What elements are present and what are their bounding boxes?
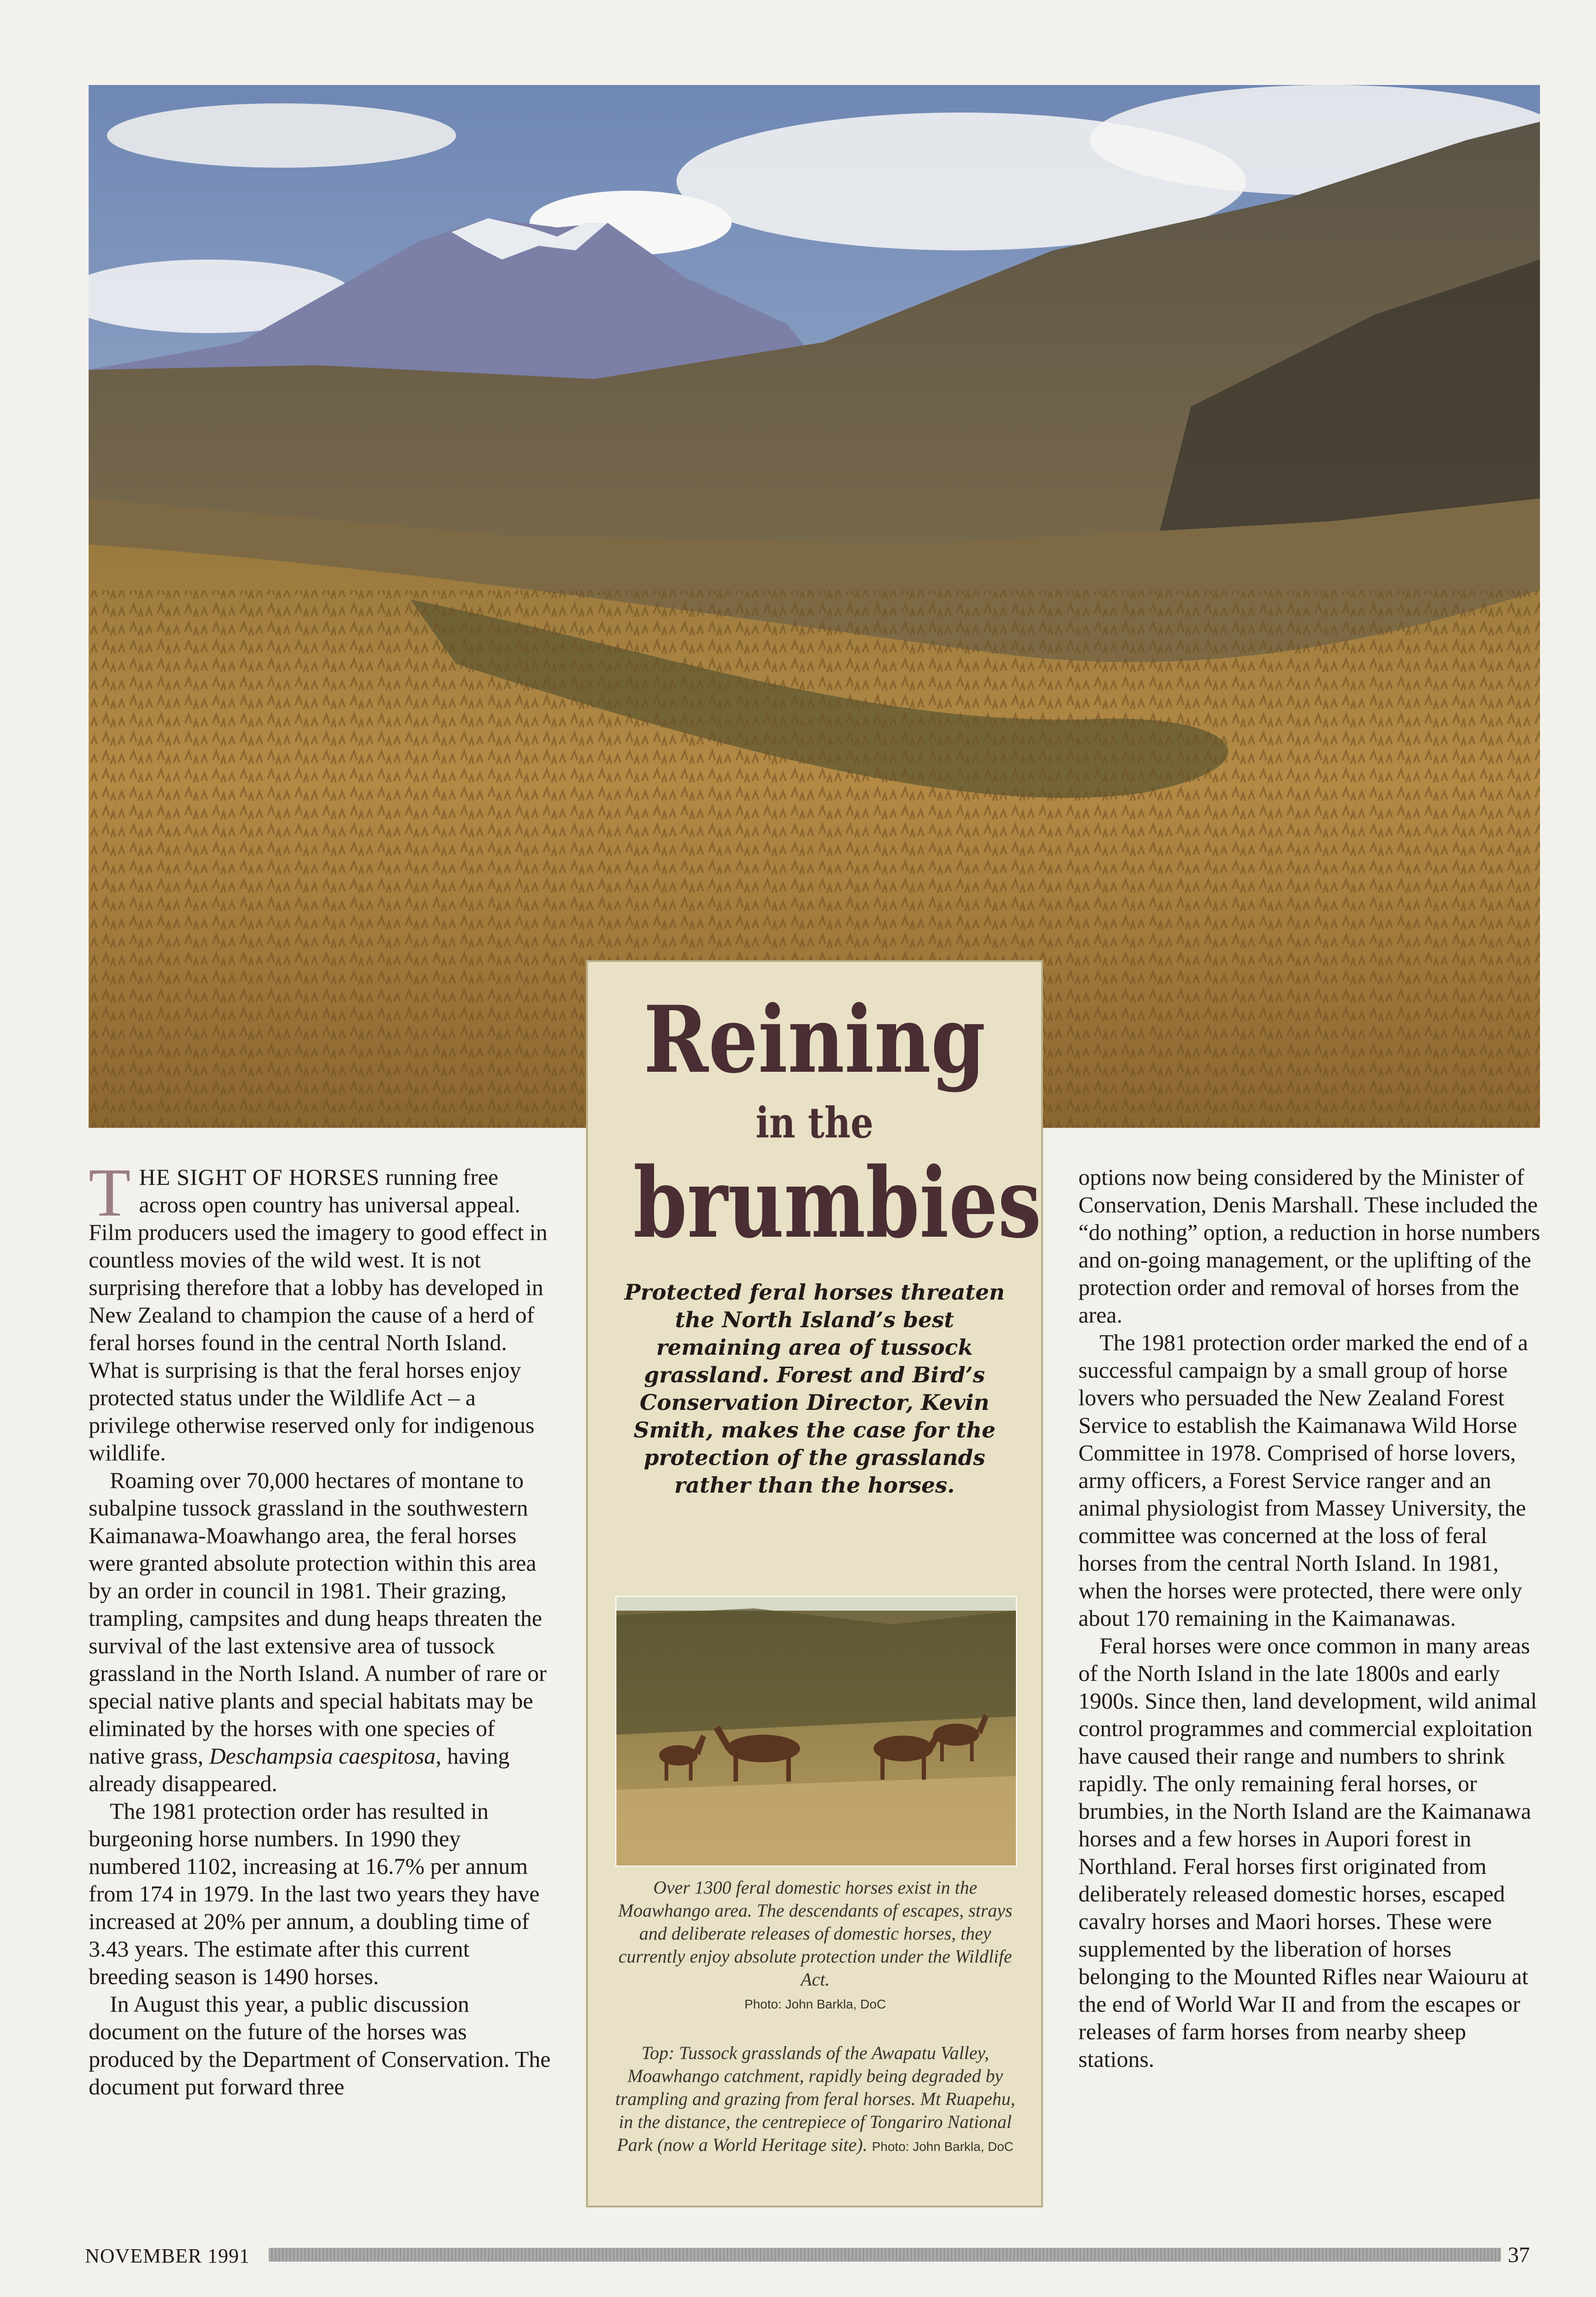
standfirst: Protected feral horses threaten the North Island’s best remaining area of tussock grassland. Forest and Bird’s Conservation Director, Kevin Smith, makes the case for the protection of the grasslands rather than the horses.	[624, 1280, 1005, 1498]
paragraph	[89, 1466, 553, 1797]
paragraph: Feral horses were once common in many areas of the North Island in the late 1800s and early 1900s. Since then, land development, wild animal control programmes and commercial exploitation have caused their range and numbers to shrink rapidly. The only remaining feral horses, or brumbies, in the North Island are the Kaimanawa horses and a few horses in Aupori forest in Northland. Feral horses first originated from deliberately released domestic horses, escaped cavalry horses and Maori horses. These were supplemented by the liberation of horses belonging to the Mounted Rifles near Waiouru at the end of World War II and from the escapes or releases of farm horses from nearby sheep stations.	[1078, 1633, 1537, 2072]
photo-credit: Photo: John Barkla, DoC	[872, 2139, 1014, 2154]
inset-photo-caption	[609, 1876, 1022, 2016]
paragraph-text: running free across open country has universal appeal. Film producers used the imagery to good effect in countless movies of the wild west. It is not surprising therefore that a lobby has developed in New Zealand to champion the cause of a herd of feral horses found in the central North Island. What is surprising is that the feral horses enjoy protected status under the Wildlife Act – a privilege otherwise reserved only for indigenous wildlife.	[89, 1164, 547, 1465]
article-title: Reining	[643, 986, 986, 1094]
article-title: brumbies	[633, 1146, 1042, 1260]
page-number: 37	[1508, 2243, 1530, 2267]
paragraph: The 1981 protection order has resulted in burgeoning horse numbers. In 1990 they numbered 1102, increasing at 16.7% per annum from 174 in 1979. In the last two years they have increased at 20% per annum, a doubling time of 3.43 years. The estimate after this current breeding season is 1490 horses.	[89, 1798, 540, 1989]
lead-in: HE SIGHT OF HORSES	[139, 1164, 380, 1190]
horses-inset-photo	[615, 1596, 1017, 1867]
title-panel	[586, 960, 1043, 2207]
paragraph-text: Roaming over 70,000 hectares of montane to subalpine tussock grassland in the southwestern Kaimanawa-Moawhango area, the feral horses were granted absolute protection within this area by an order in council in 1981. Their grazing, trampling, campsites and dung heaps threaten the survival of the last extensive area of tussock grassland in the North Island. A number of rare or special native plants and special habitats may be eliminated by the horses with one species of native grass,	[89, 1467, 547, 1769]
paragraph	[89, 1154, 553, 1466]
issue-date: NOVEMBER 1991	[85, 2245, 250, 2267]
footer-rule	[269, 2248, 1501, 2262]
species-name: Deschampsia caespitosa	[209, 1743, 436, 1769]
caption-text: Over 1300 feral domestic horses exist in the Moawhango area. The descendants of escapes, strays and deliberate releases of domestic horses, they currently enjoy absolute protection under the Wildlife Act.	[618, 1877, 1013, 1990]
article-title: in the	[756, 1098, 874, 1148]
caption-text: Top: Tussock grasslands of the Awapatu Valley, Moawhango catchment, rapidly being degraded by trampling and grazing from feral horses. Mt Ruapehu, in the distance, the centrepiece of Tongariro National Park (now a World Heritage site).	[615, 2042, 1015, 2155]
photo-credit: Photo: John Barkla, DoC	[744, 1997, 886, 2011]
hero-photo-caption	[609, 2042, 1022, 2158]
paragraph: options now being considered by the Minister of Conservation, Denis Marshall. These included the “do nothing” option, a reduction in horse numbers and on-going management, or the uplifting of the protection order and removal of horses from the area.	[1078, 1164, 1540, 1328]
paragraph: In August this year, a public discussion document on the future of the horses was produced by the Department of Conservation. The document put forward three	[89, 1991, 551, 2099]
paragraph: The 1981 protection order marked the end of a successful campaign by a small group of horse lovers who persuaded the New Zealand Forest Service to establish the Kaimanawa Wild Horse Committee in 1978. Comprised of horse lovers, army officers, a Forest Service ranger and an animal physiologist from Massey University, the committee was concerned at the loss of feral horses from the central North Island. In 1981, when the horses were protected, there were only about 170 remaining in the Kaimanawas.	[1078, 1330, 1528, 1631]
left-text-column	[89, 1154, 553, 2100]
drop-cap: T	[89, 1154, 131, 1231]
right-text-column	[1078, 1163, 1547, 2073]
paragraph-text: , having already disappeared.	[89, 1743, 510, 1796]
